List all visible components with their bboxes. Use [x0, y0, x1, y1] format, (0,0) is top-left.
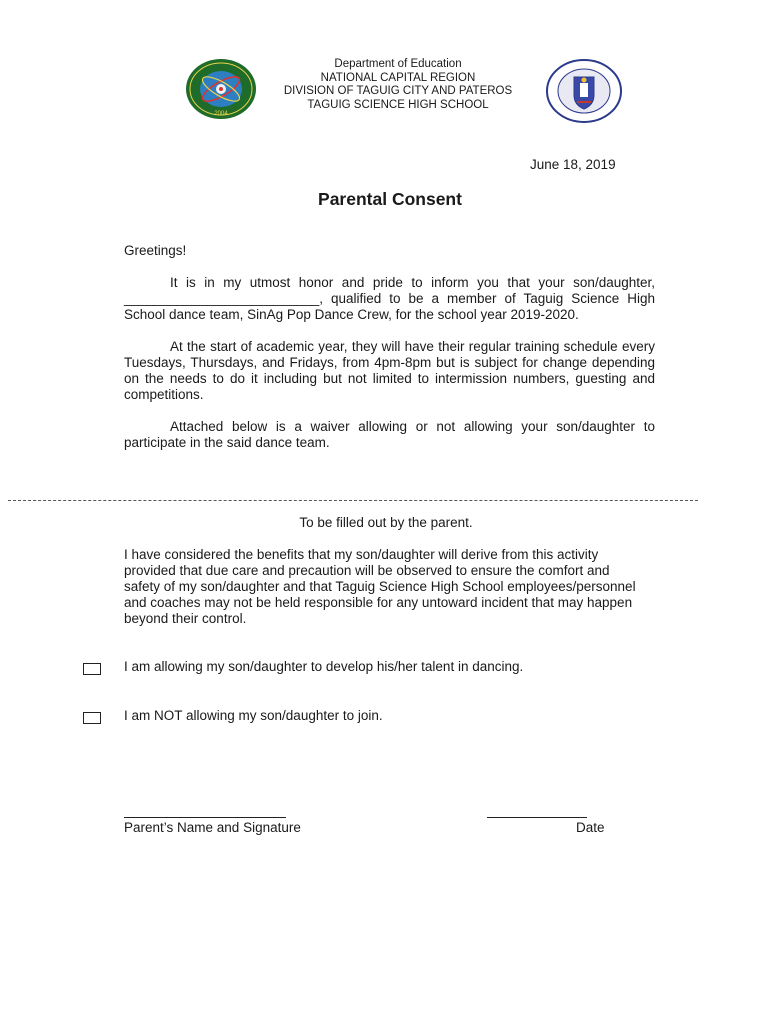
letterhead	[258, 58, 538, 112]
school-seal-year: 2004	[214, 111, 228, 117]
date-signature-line[interactable]	[487, 817, 587, 818]
parent-signature-line[interactable]	[124, 817, 286, 818]
paragraph-2-text: At the start of academic year, they will have their regular training schedule every Tuesdays, Thursdays, and Fridays, from 4pm-8pm but is subject for change depending on the needs to do it including but not limited to intermission numbers, guesting and competitions.	[124, 339, 655, 402]
letterhead-region: NATIONAL CAPITAL REGION	[320, 71, 476, 84]
deped-seal-icon	[545, 58, 623, 124]
letter-paragraph-3	[124, 419, 655, 451]
letter-paragraph-1	[124, 275, 655, 323]
school-seal-graphic	[185, 58, 257, 120]
allow-checkbox[interactable]	[83, 663, 101, 675]
letterhead-division: DIVISION OF TAGUIG CITY AND PATEROS	[283, 85, 513, 97]
document-title: Parental Consent	[318, 189, 462, 209]
parent-signature-label: Parent’s Name and Signature	[124, 820, 301, 835]
greeting-text: Greetings!	[124, 243, 187, 258]
deped-seal-graphic	[545, 58, 623, 124]
cut-line-divider	[8, 500, 698, 501]
deny-option-label: I am NOT allowing my son/daughter to join.	[124, 708, 383, 723]
deny-checkbox[interactable]	[83, 712, 101, 724]
consent-statement	[124, 547, 644, 627]
letterhead-school: TAGUIG SCIENCE HIGH SCHOOL	[307, 98, 489, 111]
school-seal-icon	[185, 58, 257, 120]
form-instruction: To be filled out by the parent.	[299, 515, 473, 530]
letter-date: June 18, 2019	[530, 157, 616, 172]
letter-greeting	[124, 243, 655, 259]
paragraph-1-text: It is in my utmost honor and pride to inform you that your son/daughter, __________________________, qualified to be a member of Taguig Science High School dance team, SinAg Pop Dance Crew, for the school year 2019-2020.	[124, 275, 655, 322]
letter-paragraph-2	[124, 339, 655, 403]
letterhead-department: Department of Education	[334, 58, 462, 70]
date-label: Date	[576, 820, 605, 835]
paragraph-3-text: Attached below is a waiver allowing or not allowing your son/daughter to participate in the said dance team.	[124, 419, 655, 450]
allow-option-label: I am allowing my son/daughter to develop his/her talent in dancing.	[124, 659, 524, 674]
consent-text: I have considered the benefits that my son/daughter will derive from this activity provided that due care and precaution will be observed to ensure the comfort and safety of my son/daughter and that Taguig Science High School employees/personnel and coaches may not be held responsible for any untoward incident that may happen beyond their control.	[124, 547, 636, 626]
